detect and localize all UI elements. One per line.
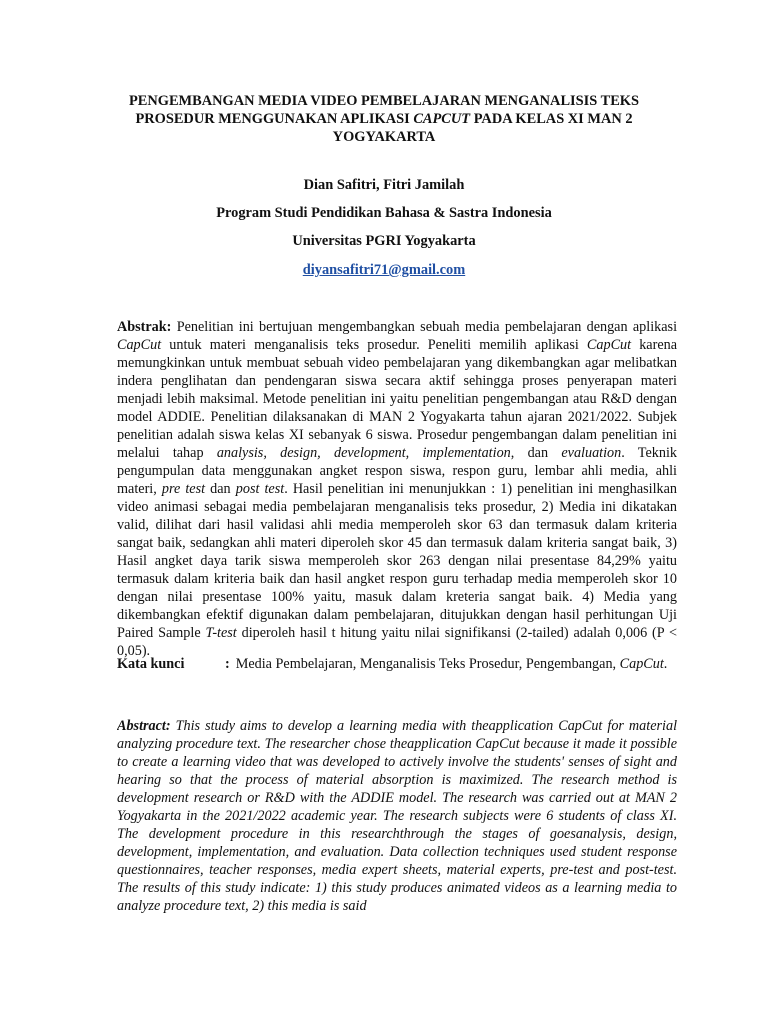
english-abstract-text: This study aims to develop a learning media with theapplication CapCut for material analyzing procedure text. The researcher chose theapplication CapCut because it made it possible to create a learning video that was developed to actively involve the students' senses of sight and hearing so that the process of material absorption is maximized. The research method is development research or R&D with the ADDIE model. The research was carried out at MAN 2 Yogyakarta in the 2021/2022 academic year. The research subjects were 6 students of class XI. The development procedure in this researchthrough the stages of goesanalysis, design, development, implementation, and evaluation. Data collection techniques used student response questionnaires, teacher responses, media expert sheets, material experts, pre-test and post-test. The results of this study indicate: 1) this study produces animated videos as a learning media to analyze procedure text, 2) this media is said — [117, 718, 677, 914]
keywords-text: Media Pembelajaran, Menganalisis Teks Prosedur, Pengembangan, — [235, 656, 617, 672]
program-name: Program Studi Pendidikan Bahasa & Sastra Indonesia — [216, 205, 552, 221]
abstrak-paragraph — [117, 318, 677, 660]
authors: Dian Safitri, Fitri Jamilah — [303, 177, 465, 193]
abstrak-pretest: pre test — [161, 481, 206, 497]
abstrak-text-6: dan — [210, 481, 231, 497]
abstrak-text-2: untuk materi menganalisis teks prosedur. Peneliti memilih aplikasi — [169, 337, 579, 353]
email-line — [0, 261, 768, 279]
abstrak-text-8: diperoleh hasil t hitung yaitu nilai signifikansi (2-tailed) adalah 0,006 (P < 0,05). — [117, 625, 677, 659]
english-abstract-label: Abstract: — [117, 718, 171, 734]
paper-title — [100, 92, 668, 146]
keywords-label: Kata kunci — [117, 656, 185, 672]
keywords-end: . — [663, 656, 668, 672]
keywords-line — [117, 655, 677, 673]
abstrak-text-4: , dan — [510, 445, 549, 461]
abstrak-label: Abstrak: — [117, 319, 172, 335]
english-abstract — [117, 717, 677, 917]
title-italic: CAPCUT — [413, 111, 471, 127]
keywords-capcut: CapCut — [619, 656, 664, 672]
abstrak-posttest: post test — [235, 481, 285, 497]
abstrak-stages: analysis, design, development, implementation — [216, 445, 511, 461]
abstrak-text-5: . Teknik pengumpulan data menggunakan angket respon siswa, respon guru, lembar ahli media, ahli materi, — [117, 445, 677, 497]
title-part1: PENGEMBANGAN MEDIA VIDEO PEMBELAJARAN MENGANALISIS TEKS PROSEDUR MENGGUNAKAN APLIKASI — [128, 93, 639, 127]
abstrak-evaluation: evaluation — [561, 445, 622, 461]
abstrak-text-7: . Hasil penelitian ini menunjukkan : 1) penelitian ini menghasilkan video animasi sebagai media pembelajaran menganalisis teks prosedur, 2) Media ini dikatakan valid, dilihat dari hasil validasi ahli media memperoleh skor 63 dan termasuk dalam kriteria sangat baik, sedangkan ahli materi diperoleh skor 45 dan termasuk dalam kriteria sangat baik, 3) Hasil angket daya tarik siswa memperoleh skor 263 dengan nilai presentase 84,29% yaitu termasuk dalam kriteria baik dan hasil angket respon guru terhadap media memperoleh skor 10 dengan nilai presentase 100% yaitu, masuk dalam kreteria sangat baik. 4) Media yang dikembangkan efektif digunakan dalam pembelajaran, ditujukkan dengan hasil perhitungan Uji Paired Sample — [117, 481, 678, 641]
keywords-colon: : — [225, 656, 230, 672]
abstrak-capcut-1: CapCut — [117, 337, 162, 353]
abstrak-text-1: Penelitian ini bertujuan mengembangkan sebuah media pembelajaran dengan aplikasi — [176, 319, 678, 335]
email-link[interactable]: diyansafitri71@gmail.com — [302, 262, 466, 278]
abstrak-text-3: karena memungkinkan untuk membuat sebuah video pembelajaran yang dikembangkan agar melibatkan indera penglihatan dan pendengaran siswa secara aktif sehingga proses penyerapan materi menjadi lebih maksimal. Metode penelitian ini yaitu penelitian pengembangan atau R&D dengan model ADDIE. Penelitian dilaksanakan di MAN 2 Yogyakarta tahun ajaran 2021/2022. Subjek penelitian adalah siswa kelas XI sebanyak 6 siswa. Prosedur pengembangan dalam penelitian ini melalui tahap — [117, 337, 678, 461]
university-name: Universitas PGRI Yogyakarta — [292, 233, 476, 249]
title-part2: PADA KELAS XI MAN 2 YOGYAKARTA — [332, 111, 633, 145]
abstrak-ttest: T-test — [205, 625, 237, 641]
abstrak-capcut-2: CapCut — [586, 337, 632, 353]
